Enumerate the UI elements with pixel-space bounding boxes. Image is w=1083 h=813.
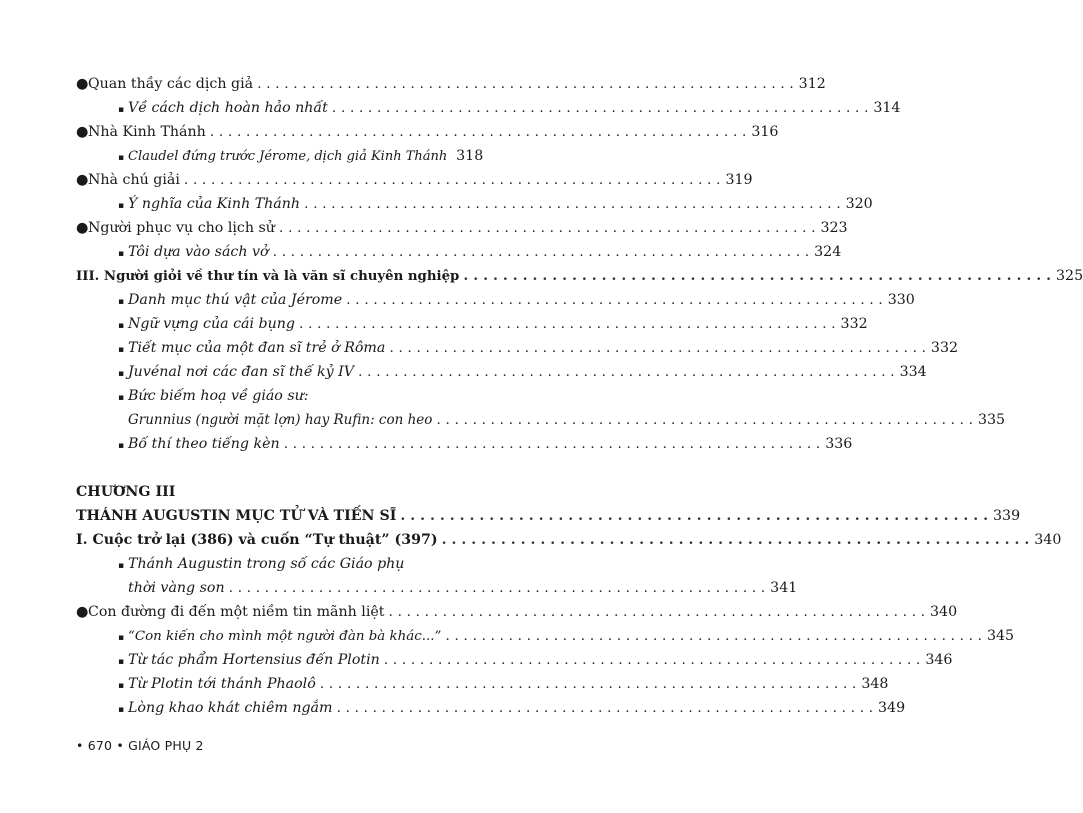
square-bullet-icon: ▪ bbox=[118, 249, 125, 259]
square-bullet-icon: ▪ bbox=[118, 201, 125, 211]
toc-entry-title: thời vàng son bbox=[128, 580, 225, 596]
toc-entry-title: Juvénal nơi các đan sĩ thế kỷ IV bbox=[128, 364, 355, 380]
toc-entry-title: Lòng khao khát chiêm ngắm bbox=[128, 700, 333, 716]
dot-leader bbox=[432, 409, 977, 431]
toc-page-number: 320 bbox=[845, 196, 873, 212]
toc-subentry bbox=[118, 553, 462, 575]
dot-leader bbox=[354, 361, 899, 383]
toc-subentry bbox=[118, 97, 901, 119]
toc-subentry bbox=[118, 433, 853, 455]
toc-page-number: 349 bbox=[878, 700, 906, 716]
toc-subentry bbox=[118, 673, 889, 695]
toc-page-number: 334 bbox=[899, 364, 927, 380]
toc-subentry bbox=[118, 145, 484, 167]
toc-entry-title: Bức biếm hoạ về giáo sư: bbox=[128, 388, 309, 404]
toc-chapter-heading bbox=[76, 505, 1021, 527]
dot-leader bbox=[300, 193, 845, 215]
toc-entry-title: Con đường đi đến một niềm tin mãnh liệt bbox=[88, 604, 385, 620]
toc-entry bbox=[76, 217, 848, 239]
toc-subentry bbox=[118, 289, 915, 311]
toc-subentry-continuation bbox=[128, 409, 1006, 431]
chapter-label bbox=[76, 481, 462, 503]
square-bullet-icon: ▪ bbox=[118, 657, 125, 667]
toc-entry-title: Nhà Kinh Thánh bbox=[88, 124, 206, 140]
toc-entry-title: Tiết mục của một đan sĩ trẻ ở Rôma bbox=[128, 340, 386, 356]
toc-entry-title: “Con kiến cho mình một người đàn bà khác...” bbox=[128, 629, 442, 644]
toc-page-number: 324 bbox=[814, 244, 842, 260]
toc-entry-title: Bố thí theo tiếng kèn bbox=[128, 436, 280, 452]
dot-leader bbox=[441, 625, 986, 647]
square-bullet-icon: ▪ bbox=[118, 153, 125, 163]
toc-page-number: 319 bbox=[725, 172, 753, 188]
toc-page-number: 345 bbox=[986, 628, 1015, 644]
square-bullet-icon: ▪ bbox=[118, 561, 125, 571]
dot-leader bbox=[316, 673, 861, 695]
bullet-icon: ● bbox=[76, 220, 89, 236]
square-bullet-icon: ▪ bbox=[118, 297, 125, 307]
toc-page-number: 340 bbox=[1034, 532, 1062, 548]
toc-section-heading bbox=[76, 529, 1062, 551]
toc-entry-title: Ý nghĩa của Kinh Thánh bbox=[128, 196, 301, 212]
toc-entry-title: Người phục vụ cho lịch sử bbox=[88, 220, 275, 236]
toc-entry-title: Danh mục thú vật của Jérome bbox=[128, 292, 343, 308]
toc-entry-title: Grunnius (người mặt lợn) hay Rufin: con heo bbox=[128, 412, 433, 428]
dot-leader bbox=[384, 601, 929, 623]
dot-leader bbox=[275, 217, 820, 239]
dot-leader bbox=[280, 433, 825, 455]
dot-leader bbox=[253, 73, 798, 95]
toc-entry-title: Từ Plotin tới thánh Phaolô bbox=[128, 676, 316, 692]
toc-subentry bbox=[118, 625, 1015, 647]
toc-page-number: 341 bbox=[770, 580, 798, 596]
dot-leader bbox=[269, 241, 814, 263]
toc-page-number: 325 bbox=[1056, 268, 1083, 284]
toc-entry-title: Quan thầy các dịch giả bbox=[88, 76, 254, 92]
square-bullet-icon: ▪ bbox=[118, 705, 125, 715]
toc-entry-title: III. Người giỏi về thư tín và là văn sĩ chuyên nghiệp bbox=[76, 269, 460, 284]
toc-page-number: 336 bbox=[825, 436, 853, 452]
dot-leader bbox=[206, 121, 751, 143]
toc-entry bbox=[76, 73, 826, 95]
toc-subentry bbox=[118, 697, 906, 719]
page-footer: • 670 • GIÁO PHỤ 2 bbox=[76, 738, 204, 753]
toc-entry bbox=[76, 121, 779, 143]
toc-entry-title: Về cách dịch hoàn hảo nhất bbox=[128, 100, 328, 116]
toc-page-number: 346 bbox=[925, 652, 953, 668]
dot-leader bbox=[459, 265, 1055, 287]
toc-subentry bbox=[118, 193, 873, 215]
dot-leader bbox=[342, 289, 887, 311]
toc-entry-title: Nhà chú giải bbox=[88, 172, 180, 188]
dot-leader bbox=[295, 313, 840, 335]
dot-leader bbox=[225, 577, 770, 599]
toc-subentry bbox=[118, 313, 868, 335]
toc-page-number: 332 bbox=[840, 316, 868, 332]
toc-page-number: 339 bbox=[993, 508, 1021, 524]
toc-section-heading bbox=[76, 265, 1083, 287]
toc-subentry bbox=[118, 241, 842, 263]
toc-page-number: 312 bbox=[798, 76, 826, 92]
square-bullet-icon: ▪ bbox=[118, 321, 125, 331]
toc-subentry bbox=[118, 649, 953, 671]
toc-page-number: 340 bbox=[930, 604, 958, 620]
toc-page-number: 323 bbox=[820, 220, 848, 236]
toc-entry bbox=[76, 169, 753, 191]
toc-entry-title: I. Cuộc trở lại (386) và cuốn “Tự thuật” (397) bbox=[76, 532, 438, 548]
bullet-icon: ● bbox=[76, 76, 89, 92]
dot-leader bbox=[180, 169, 725, 191]
toc-subentry-continuation bbox=[128, 577, 798, 599]
toc-page-number: 318 bbox=[456, 148, 484, 164]
toc-page-number: 348 bbox=[861, 676, 889, 692]
toc-entry-title: THÁNH AUGUSTIN MỤC TỬ VÀ TIẾN SĨ bbox=[76, 508, 397, 524]
dot-leader bbox=[332, 697, 877, 719]
toc-page-number: 316 bbox=[751, 124, 779, 140]
toc-page-number: 332 bbox=[930, 340, 959, 356]
toc-subentry bbox=[118, 385, 462, 407]
bullet-icon: ● bbox=[76, 604, 89, 620]
toc-entry bbox=[76, 601, 958, 623]
square-bullet-icon: ▪ bbox=[118, 441, 125, 451]
toc-page-number: 314 bbox=[873, 100, 901, 116]
toc-page-number: 335 bbox=[977, 412, 1006, 428]
toc-page-number: 330 bbox=[887, 292, 915, 308]
toc-entry-title: Thánh Augustin trong số các Giáo phụ bbox=[128, 556, 405, 572]
chapter-title: CHƯƠNG III bbox=[76, 484, 176, 500]
bullet-icon: ● bbox=[76, 124, 89, 140]
square-bullet-icon: ▪ bbox=[118, 105, 125, 115]
square-bullet-icon: ▪ bbox=[118, 345, 125, 355]
toc-entry-title: Claudel đứng trước Jérome, dịch giả Kinh Thánh bbox=[128, 149, 448, 164]
toc-entry-title: Ngữ vựng của cái bụng bbox=[128, 316, 295, 332]
dot-leader bbox=[438, 529, 1034, 551]
square-bullet-icon: ▪ bbox=[118, 393, 125, 403]
dot-leader bbox=[396, 505, 992, 527]
toc-subentry bbox=[118, 361, 927, 383]
toc-entry-title: Từ tác phẩm Hortensius đến Plotin bbox=[128, 652, 380, 668]
square-bullet-icon: ▪ bbox=[118, 369, 125, 379]
toc-subentry bbox=[118, 337, 959, 359]
bullet-icon: ● bbox=[76, 172, 89, 188]
dot-leader bbox=[380, 649, 925, 671]
square-bullet-icon: ▪ bbox=[118, 633, 125, 643]
square-bullet-icon: ▪ bbox=[118, 681, 125, 691]
dot-leader bbox=[385, 337, 930, 359]
dot-leader bbox=[328, 97, 873, 119]
toc-entry-title: Tôi dựa vào sách vở bbox=[128, 244, 269, 260]
